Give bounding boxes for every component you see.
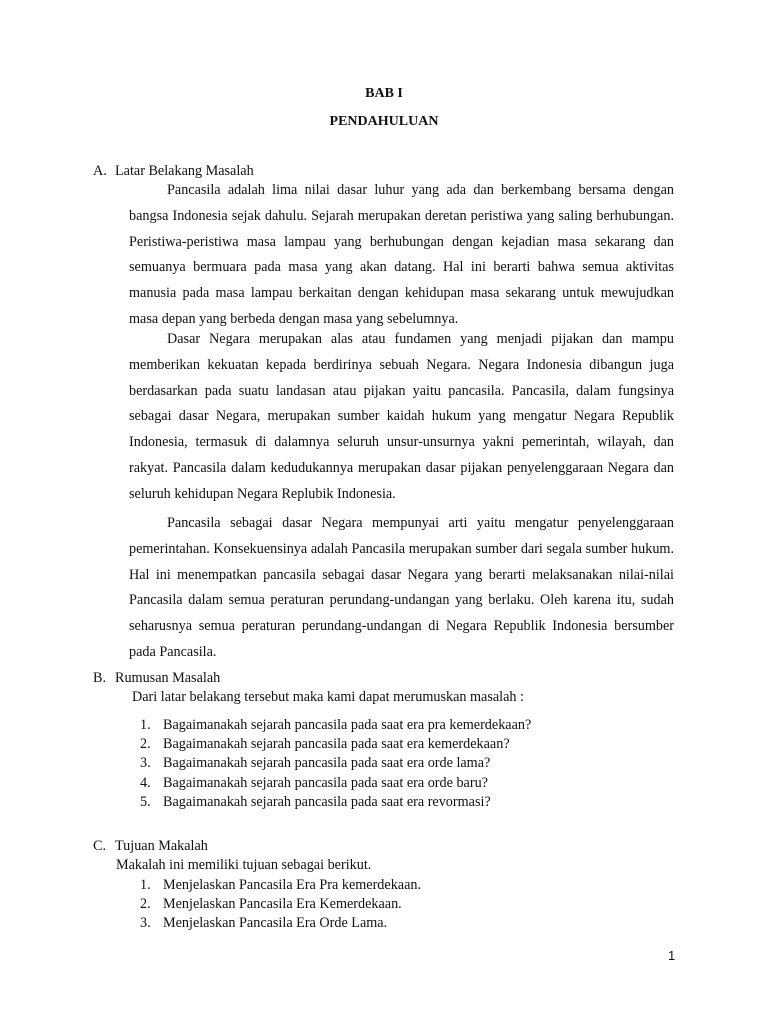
list-item-text: Bagaimanakah sejarah pancasila pada saat era revormasi? [163,793,491,810]
list-item [140,876,421,895]
list-item-text: Bagaimanakah sejarah pancasila pada saat era orde lama? [163,755,491,772]
list-item-number: 2. [140,896,151,913]
objective-list [140,876,421,934]
section-c-intro: Makalah ini memiliki tujuan sebagai berikut. [116,857,372,873]
list-item-text: Bagaimanakah sejarah pancasila pada saat era orde baru? [163,774,488,791]
list-item-number: 4. [140,774,151,791]
section-a-title: Latar Belakang Masalah [115,163,254,179]
list-item [140,914,421,933]
list-item-number: 5. [140,793,151,810]
section-c-letter: C. [93,838,107,854]
page-number: 1 [668,948,676,963]
problem-list [140,716,531,812]
list-item-text: Menjelaskan Pancasila Era Kemerdekaan. [163,896,402,913]
list-item [140,735,531,754]
paragraph-1: Pancasila adalah lima nilai dasar luhur yang ada dan berkembang bersama dengan bangsa Indonesia sejak dahulu. Sejarah merupakan deretan peristiwa yang saling berhubungan. Peristiwa-peristiwa masa lampau yang berhubungan dengan kejadian masa sekarang dan semuanya bermuara pada masa yang akan datang. Hal ini berarti bahwa semua aktivitas manusia pada masa lampau berkaitan dengan kehidupan masa sekarang untuk mewujudkan masa depan yang berbeda dengan masa yang sebelumnya. [129,182,674,327]
chapter-title: PENDAHULUAN [329,114,439,129]
list-item-number: 1. [140,877,151,893]
list-item-number: 1. [140,717,151,733]
list-item-number: 3. [140,755,151,772]
list-item [140,793,531,812]
section-c-title: Tujuan Makalah [115,838,208,854]
list-item [140,895,421,914]
section-c-heading [93,837,208,856]
list-item-text: Menjelaskan Pancasila Era Pra kemerdekaan. [163,877,422,893]
list-item-text: Menjelaskan Pancasila Era Orde Lama. [163,915,388,932]
section-b-letter: B. [93,670,107,686]
list-item [140,774,531,793]
list-item-number: 3. [140,915,151,932]
list-item-text: Bagaimanakah sejarah pancasila pada saat era pra kemerdekaan? [163,717,532,733]
paragraph-2: Dasar Negara merupakan alas atau fundamen yang menjadi pijakan dan mampu memberikan kekuatan kepada berdirinya sebuah Negara. Negara Indonesia dibangun juga berdasarkan pada suatu landasan atau pijakan yaitu pancasila. Pancasila, dalam fungsinya sebagai dasar Negara, merupakan sumber kaidah hukum yang mengatur Negara Republik Indonesia, termasuk di dalamnya seluruh unsur-unsurnya yakni pemerintah, wilayah, dan rakyat. Pancasila dalam kedudukannya merupakan dasar pijakan penyelenggaraan Negara dan seluruh kehidupan Negara Replubik Indonesia. [129,331,674,502]
list-item [140,716,531,735]
section-b-heading [93,669,220,688]
section-a-letter: A. [93,163,107,179]
section-b-title: Rumusan Masalah [115,670,221,686]
paragraph-3: Pancasila sebagai dasar Negara mempunyai arti yaitu mengatur penyelenggaraan pemerintahan. Konsekuensinya adalah Pancasila merupakan sumber dari segala sumber hukum. Hal ini menempatkan pancasila sebagai dasar Negara yang berarti melaksanakan nilai-nilai Pancasila dalam semua peraturan perundang-undangan yang berlaku. Oleh karena itu, sudah seharusnya semua peraturan perundang-undangan di Negara Republik Indonesia bersumber pada Pancasila. [129,515,674,660]
list-item-text: Bagaimanakah sejarah pancasila pada saat era kemerdekaan? [163,736,510,753]
list-item-number: 2. [140,736,151,753]
list-item [140,754,531,773]
section-b-intro: Dari latar belakang tersebut maka kami dapat merumuskan masalah : [132,689,524,705]
chapter-number: BAB I [365,86,403,101]
